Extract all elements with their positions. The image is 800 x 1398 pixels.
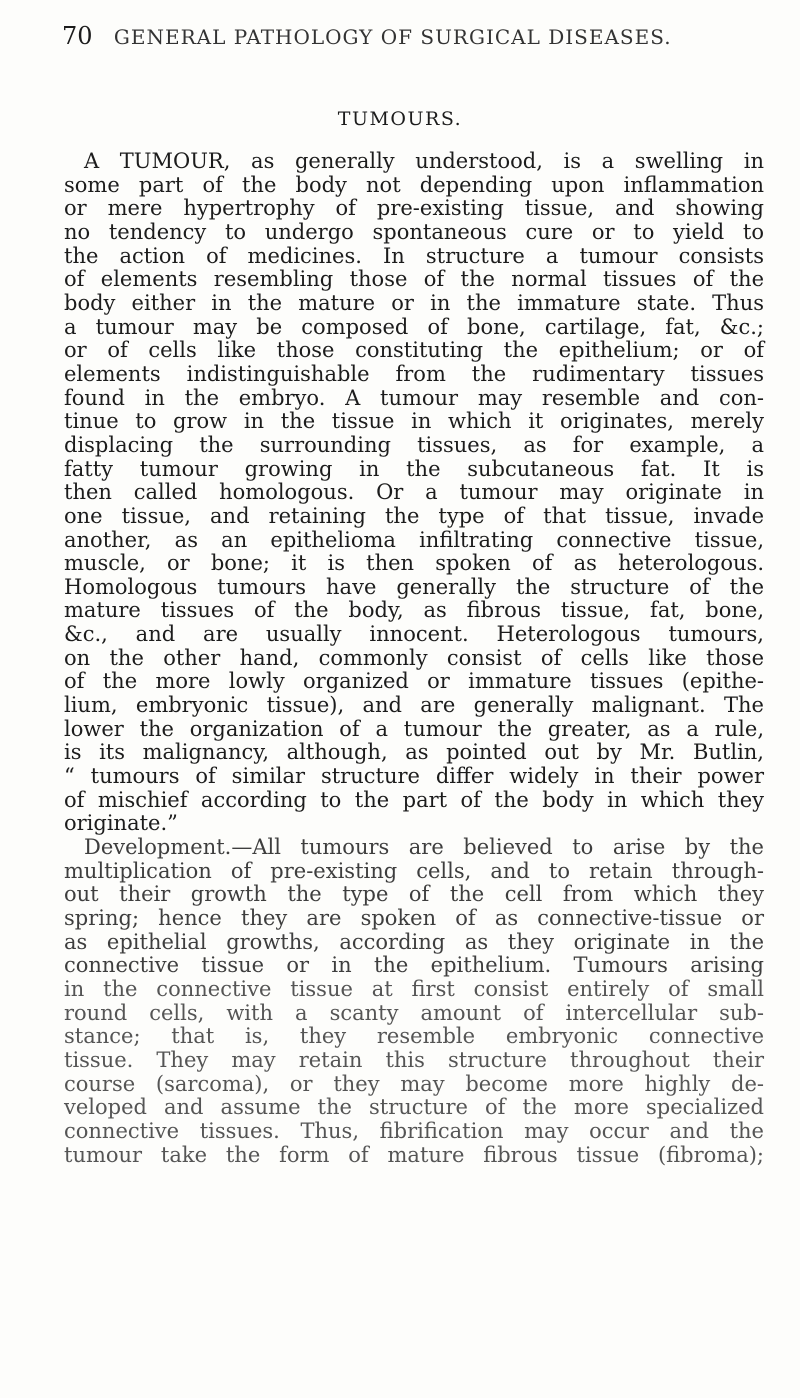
section-heading: TUMOURS. xyxy=(337,108,463,130)
text-line: &c., and are usually innocent. Heterologous tumours, xyxy=(64,622,764,647)
text-line: Development.—All tumours are believed to arise by the xyxy=(84,835,764,860)
text-line: displacing the surrounding tissues, as for example, a xyxy=(64,432,764,457)
text-line: A TUMOUR, as generally understood, is a swelling in xyxy=(84,149,764,173)
text-line: one tissue, and retaining the type of that tissue, invade xyxy=(64,503,764,528)
text-line: connective tissues. Thus, fibrification may occur and the xyxy=(64,1118,764,1143)
text-line: of mischief according to the part of the body in which they xyxy=(64,787,764,812)
text-line: as epithelial growths, according as they originate in the xyxy=(64,929,764,954)
text-line: stance; that is, they resemble embryonic connective xyxy=(64,1024,764,1049)
text-line: spring; hence they are spoken of as connective-tissue or xyxy=(64,906,764,930)
running-title: GENERAL PATHOLOGY OF SURGICAL DISEASES. xyxy=(113,25,672,49)
text-line: tumour take the form of mature fibrous tissue (fibroma); xyxy=(64,1142,764,1167)
text-line: in the connective tissue at first consist entirely of small xyxy=(64,976,764,1001)
text-line: or mere hypertrophy of pre-existing tissue, and showing xyxy=(64,196,764,221)
text-line: then called homologous. Or a tumour may originate in xyxy=(64,480,764,505)
running-head xyxy=(62,22,762,54)
text-line: “ tumours of similar structure differ widely in their power xyxy=(64,764,764,789)
text-line: a tumour may be composed of bone, cartilage, fat, &c.; xyxy=(64,314,764,339)
text-line: is its malignancy, although, as pointed out by Mr. Butlin, xyxy=(64,740,764,765)
text-line: no tendency to undergo spontaneous cure or to yield to xyxy=(64,219,764,244)
text-line: fatty tumour growing in the subcutaneous fat. It is xyxy=(64,456,764,481)
text-line: muscle, or bone; it is then spoken of as heterologous. xyxy=(64,551,764,576)
text-line: lium, embryonic tissue), and are generally malignant. The xyxy=(64,693,764,718)
text-line: connective tissue or in the epithelium. Tumours arising xyxy=(64,953,764,978)
text-line: the action of medicines. In structure a tumour consists xyxy=(64,243,764,268)
text-line: some part of the body not depending upon inflammation xyxy=(64,172,764,197)
text-line: multiplication of pre-existing cells, and to retain through- xyxy=(64,858,764,883)
text-line: on the other hand, commonly consist of cells like those xyxy=(64,645,764,670)
text-line: course (sarcoma), or they may become more highly de- xyxy=(64,1071,764,1096)
text-line: Homologous tumours have generally the structure of the xyxy=(64,574,764,599)
text-line: of the more lowly organized or immature tissues (epithe- xyxy=(64,669,764,694)
text-line: another, as an epithelioma infiltrating connective tissue, xyxy=(64,527,764,552)
text-line: tinue to grow in the tissue in which it originates, merely xyxy=(64,409,764,434)
text-line: body either in the mature or in the immature state. Thus xyxy=(64,290,764,315)
text-line: of elements resembling those of the normal tissues of the xyxy=(64,267,764,292)
body-text xyxy=(64,150,764,1167)
text-line: originate.” xyxy=(64,811,178,836)
text-line: found in the embryo. A tumour may resemble and con- xyxy=(64,385,764,410)
text-line: lower the organization of a tumour the greater, as a rule, xyxy=(64,716,764,741)
text-line: or of cells like those constituting the epithelium; or of xyxy=(64,338,764,363)
page-number: 70 xyxy=(62,22,93,50)
text-line: tissue. They may retain this structure throughout their xyxy=(64,1047,764,1072)
text-line: veloped and assume the structure of the more specialized xyxy=(64,1095,764,1120)
text-line: out their growth the type of the cell from which they xyxy=(64,882,764,907)
text-line: elements indistinguishable from the rudimentary tissues xyxy=(64,361,764,386)
text-line: round cells, with a scanty amount of intercellular sub- xyxy=(64,1000,764,1025)
text-line: mature tissues of the body, as fibrous tissue, fat, bone, xyxy=(64,598,764,623)
